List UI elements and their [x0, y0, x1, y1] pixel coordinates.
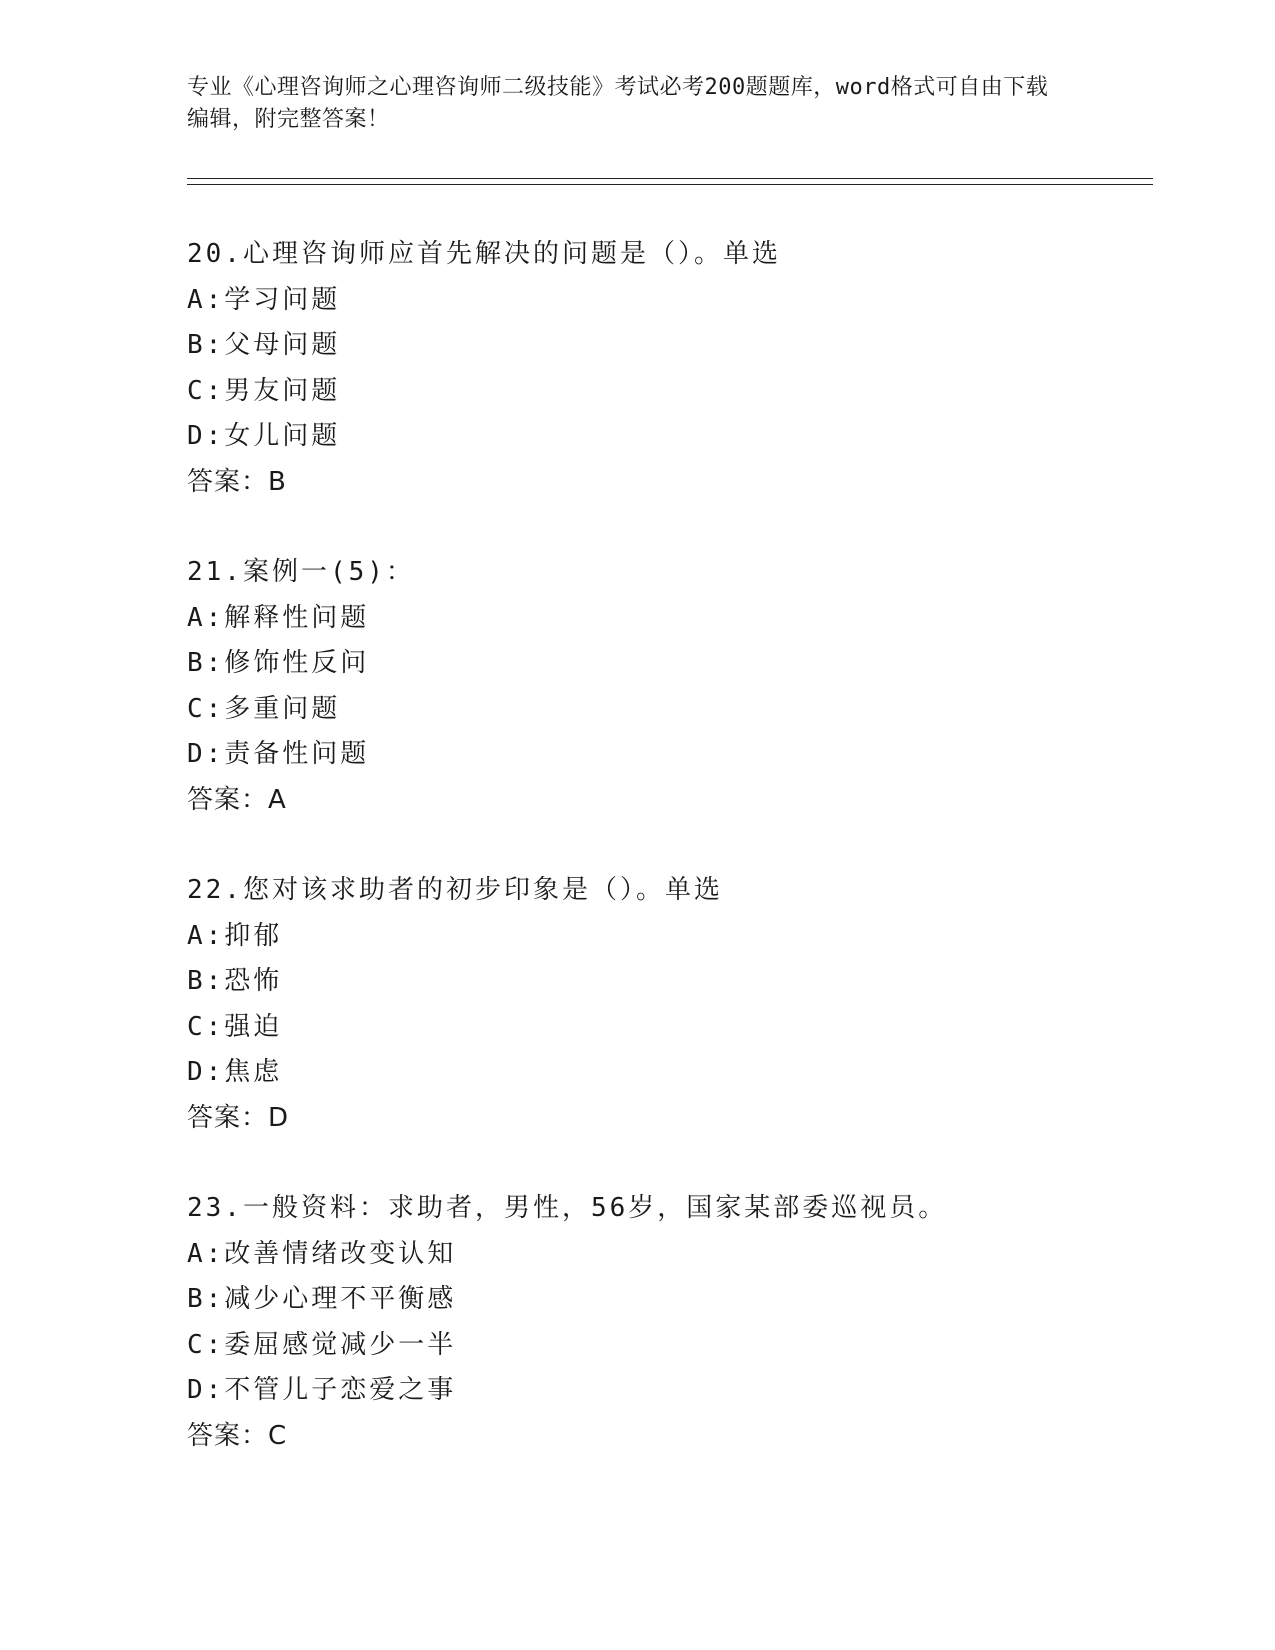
question-stem: 22.您对该求助者的初步印象是（）。单选: [187, 875, 723, 905]
answer-line: 答案：D: [187, 1102, 290, 1133]
question-stem: 23.一般资料：求助者，男性，56岁，国家某部委巡视员。: [187, 1193, 948, 1223]
question-21: [187, 550, 1153, 823]
question-list: [187, 232, 1153, 1504]
answer-line: 答案：A: [187, 784, 287, 815]
answer-line: 答案：C: [187, 1420, 288, 1451]
option-c: C:男友问题: [187, 375, 341, 406]
option-c: C:委屈感觉减少一半: [187, 1329, 457, 1360]
option-a: A:抑郁: [187, 920, 283, 951]
header-divider: [187, 178, 1153, 185]
question-20: [187, 232, 1153, 505]
question-stem: 20.心理咨询师应首先解决的问题是（）。单选: [187, 239, 781, 269]
option-c: C:强迫: [187, 1011, 283, 1042]
option-b: B:恐怖: [187, 966, 283, 996]
option-b: B:减少心理不平衡感: [187, 1284, 457, 1314]
option-d: D:责备性问题: [187, 739, 370, 769]
option-c: C:多重问题: [187, 693, 341, 724]
question-23: [187, 1186, 1153, 1459]
question-stem: 21.案例一(5)：: [187, 557, 415, 587]
document-intro: 专业《心理咨询师之心理咨询师二级技能》考试必考200题题库，word格式可自由下载编辑，附完整答案！: [187, 75, 1049, 132]
option-a: A:学习问题: [187, 284, 341, 315]
option-b: B:修饰性反问: [187, 648, 370, 678]
option-d: D:女儿问题: [187, 421, 341, 451]
option-b: B:父母问题: [187, 330, 341, 360]
answer-line: 答案：B: [187, 466, 287, 497]
option-a: A:解释性问题: [187, 602, 370, 633]
option-d: D:焦虑: [187, 1057, 283, 1087]
option-d: D:不管儿子恋爱之事: [187, 1375, 457, 1405]
option-a: A:改善情绪改变认知: [187, 1238, 457, 1269]
question-22: [187, 868, 1153, 1141]
